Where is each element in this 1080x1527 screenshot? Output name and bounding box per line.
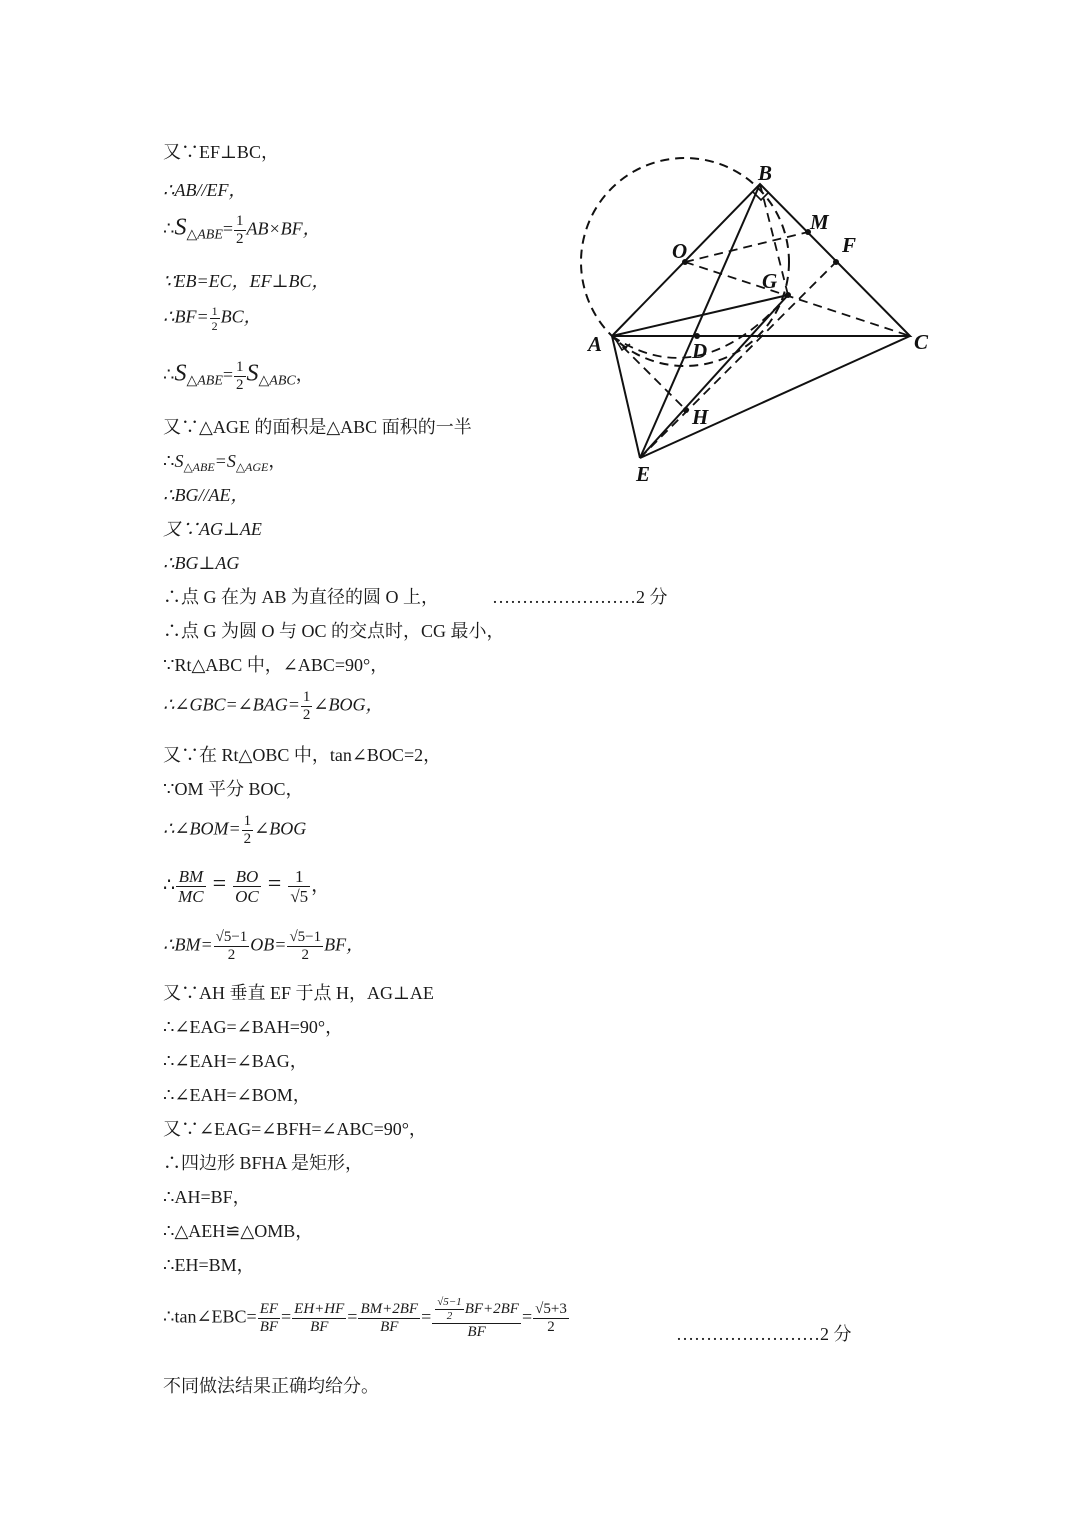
line-22: ∴∠EAG=∠BAH=90°， — [163, 1017, 344, 1037]
fraction-ef-bf: $\frac{EF}{BF}$ — [259, 1301, 279, 1335]
line-24: ∴∠EAH=∠BOM， — [163, 1085, 311, 1105]
score-note-2: ……………………2 分 — [676, 1324, 852, 1344]
label-m: M — [810, 210, 829, 234]
label-b: B — [758, 161, 773, 185]
line-4: ∵EB=EC，EF⊥BC， — [163, 271, 330, 291]
label-g: G — [762, 269, 778, 293]
line-1: 又∵EF⊥BC， — [163, 142, 279, 162]
line-18: ∴∠BOM= $\frac{1}{2}$ ∠BOG — [163, 813, 307, 847]
segment-ag — [612, 295, 788, 336]
label-a: A — [588, 332, 603, 356]
line-3: $\therefore S_{\triangle ABE}=$ $\frac{1}{2}$ AB×BF， — [163, 213, 321, 247]
segment-ah — [612, 336, 686, 410]
label-d: D — [692, 339, 708, 363]
line-14: ∵Rt△ABC 中，∠ABC=90°， — [163, 655, 389, 675]
ratio-one-root5: $\frac{1}{√5}$ — [290, 867, 309, 906]
label-h: H — [692, 405, 709, 429]
fraction-half: $\frac{1}{2}$ — [236, 213, 244, 247]
point-h — [683, 407, 689, 413]
area-subscript: △ABE — [186, 227, 223, 243]
segment-ef — [640, 262, 836, 458]
therefore-sign: ∴ — [163, 218, 175, 239]
line-27: ∴AH=BF， — [163, 1187, 251, 1207]
ratio-bm-mc: $\frac{BM}{MC}$ — [178, 867, 204, 906]
line-26: ∴四边形 BFHA 是矩形， — [163, 1153, 364, 1173]
line-30: ∴tan∠EBC= $\frac{EF}{BF}$ = $\frac{EH+HF}{BF}$ = $\frac{BM+2BF}{BF}$ = $\frac{√5-1}{2}$ BF+2BF BF = $\frac{√5+3}{2}$ — [163, 1296, 567, 1340]
line-31: 不同做法结果正确均给分。 — [163, 1376, 379, 1396]
line-29: ∴EH=BM， — [163, 1255, 255, 1275]
line-9: ∴BG//AE， — [163, 485, 249, 505]
label-o: O — [672, 239, 688, 263]
line-5: ∴BF= $\frac{1}{2}$ BC， — [163, 304, 262, 333]
fraction-half: $\frac{1}{2}$ — [243, 813, 252, 847]
line-8: $\therefore S_{\triangle ABE}=S_{\triangle AGE}$， — [163, 451, 287, 474]
fraction-eh-hf: $\frac{EH+HF}{BF}$ — [294, 1301, 345, 1335]
line-12: ∴点 G 在为 AB 为直径的圆 O 上， — [163, 587, 440, 607]
fraction-nested: $\frac{√5-1}{2}$ BF+2BF BF — [432, 1297, 521, 1340]
segment-ec — [640, 336, 910, 458]
line-20: ∴BM= $\frac{√5-1}{2}$ OB= $\frac{√5-1}{2}$ BF， — [163, 929, 365, 963]
line-11: ∴BG⊥AG — [163, 553, 240, 573]
segment-oc — [685, 262, 910, 336]
point-f — [833, 259, 839, 265]
triangle-abc — [612, 184, 910, 336]
line-6: $\therefore S_{\triangle ABE}=$ $\frac{1}{2}$ $S_{\triangle ABC}$， — [163, 359, 314, 393]
score-note-1: ……………………2 分 — [492, 587, 668, 607]
line-25: 又∵∠EAG=∠BFH=∠ABC=90°， — [163, 1119, 427, 1139]
fraction-root5-minus-1: $\frac{√5-1}{2}$ — [215, 929, 248, 963]
fraction-half: $\frac{1}{2}$ — [236, 359, 244, 393]
line-7: 又∵△AGE 的面积是△ABC 面积的一半 — [163, 417, 472, 437]
point-g — [785, 292, 791, 298]
label-f: F — [842, 233, 857, 257]
line-2: ∴AB//EF， — [163, 180, 247, 200]
line-13: ∴点 G 为圆 O 与 OC 的交点时，CG 最小， — [163, 621, 505, 641]
segment-ge — [640, 295, 788, 458]
label-e: E — [636, 462, 651, 486]
line-19: ∴ $\frac{BM}{MC}$ = $\frac{BO}{OC}$ = $\frac{1}{√5}$ ， — [163, 867, 331, 906]
label-c: C — [914, 330, 929, 354]
area-symbol: S — [174, 214, 187, 241]
ratio-bo-oc: $\frac{BO}{OC}$ — [235, 867, 259, 906]
fraction-half: $\frac{1}{2}$ — [302, 689, 311, 723]
line-21: 又∵AH 垂直 EF 于点 H，AG⊥AE — [163, 983, 434, 1003]
line-15: ∴∠GBC=∠BAG= $\frac{1}{2}$ ∠BOG， — [163, 689, 384, 723]
line-17: ∵OM 平分 BOC， — [163, 779, 304, 799]
line-10: 又∵AG⊥AE — [163, 519, 262, 539]
line-23: ∴∠EAH=∠BAG， — [163, 1051, 308, 1071]
fraction-root5-minus-1: $\frac{√5-1}{2}$ — [289, 929, 322, 963]
fraction-root5-plus-3: $\frac{√5+3}{2}$ — [535, 1301, 567, 1335]
fraction-half: $\frac{1}{2}$ — [211, 304, 218, 333]
geometry-diagram — [575, 150, 945, 490]
line-16: 又∵在 Rt△OBC 中，tan∠BOC=2， — [163, 745, 442, 765]
fraction-bm-2bf: $\frac{BM+2BF}{BF}$ — [360, 1301, 419, 1335]
line-28: ∴△AEH≌△OMB， — [163, 1221, 314, 1241]
